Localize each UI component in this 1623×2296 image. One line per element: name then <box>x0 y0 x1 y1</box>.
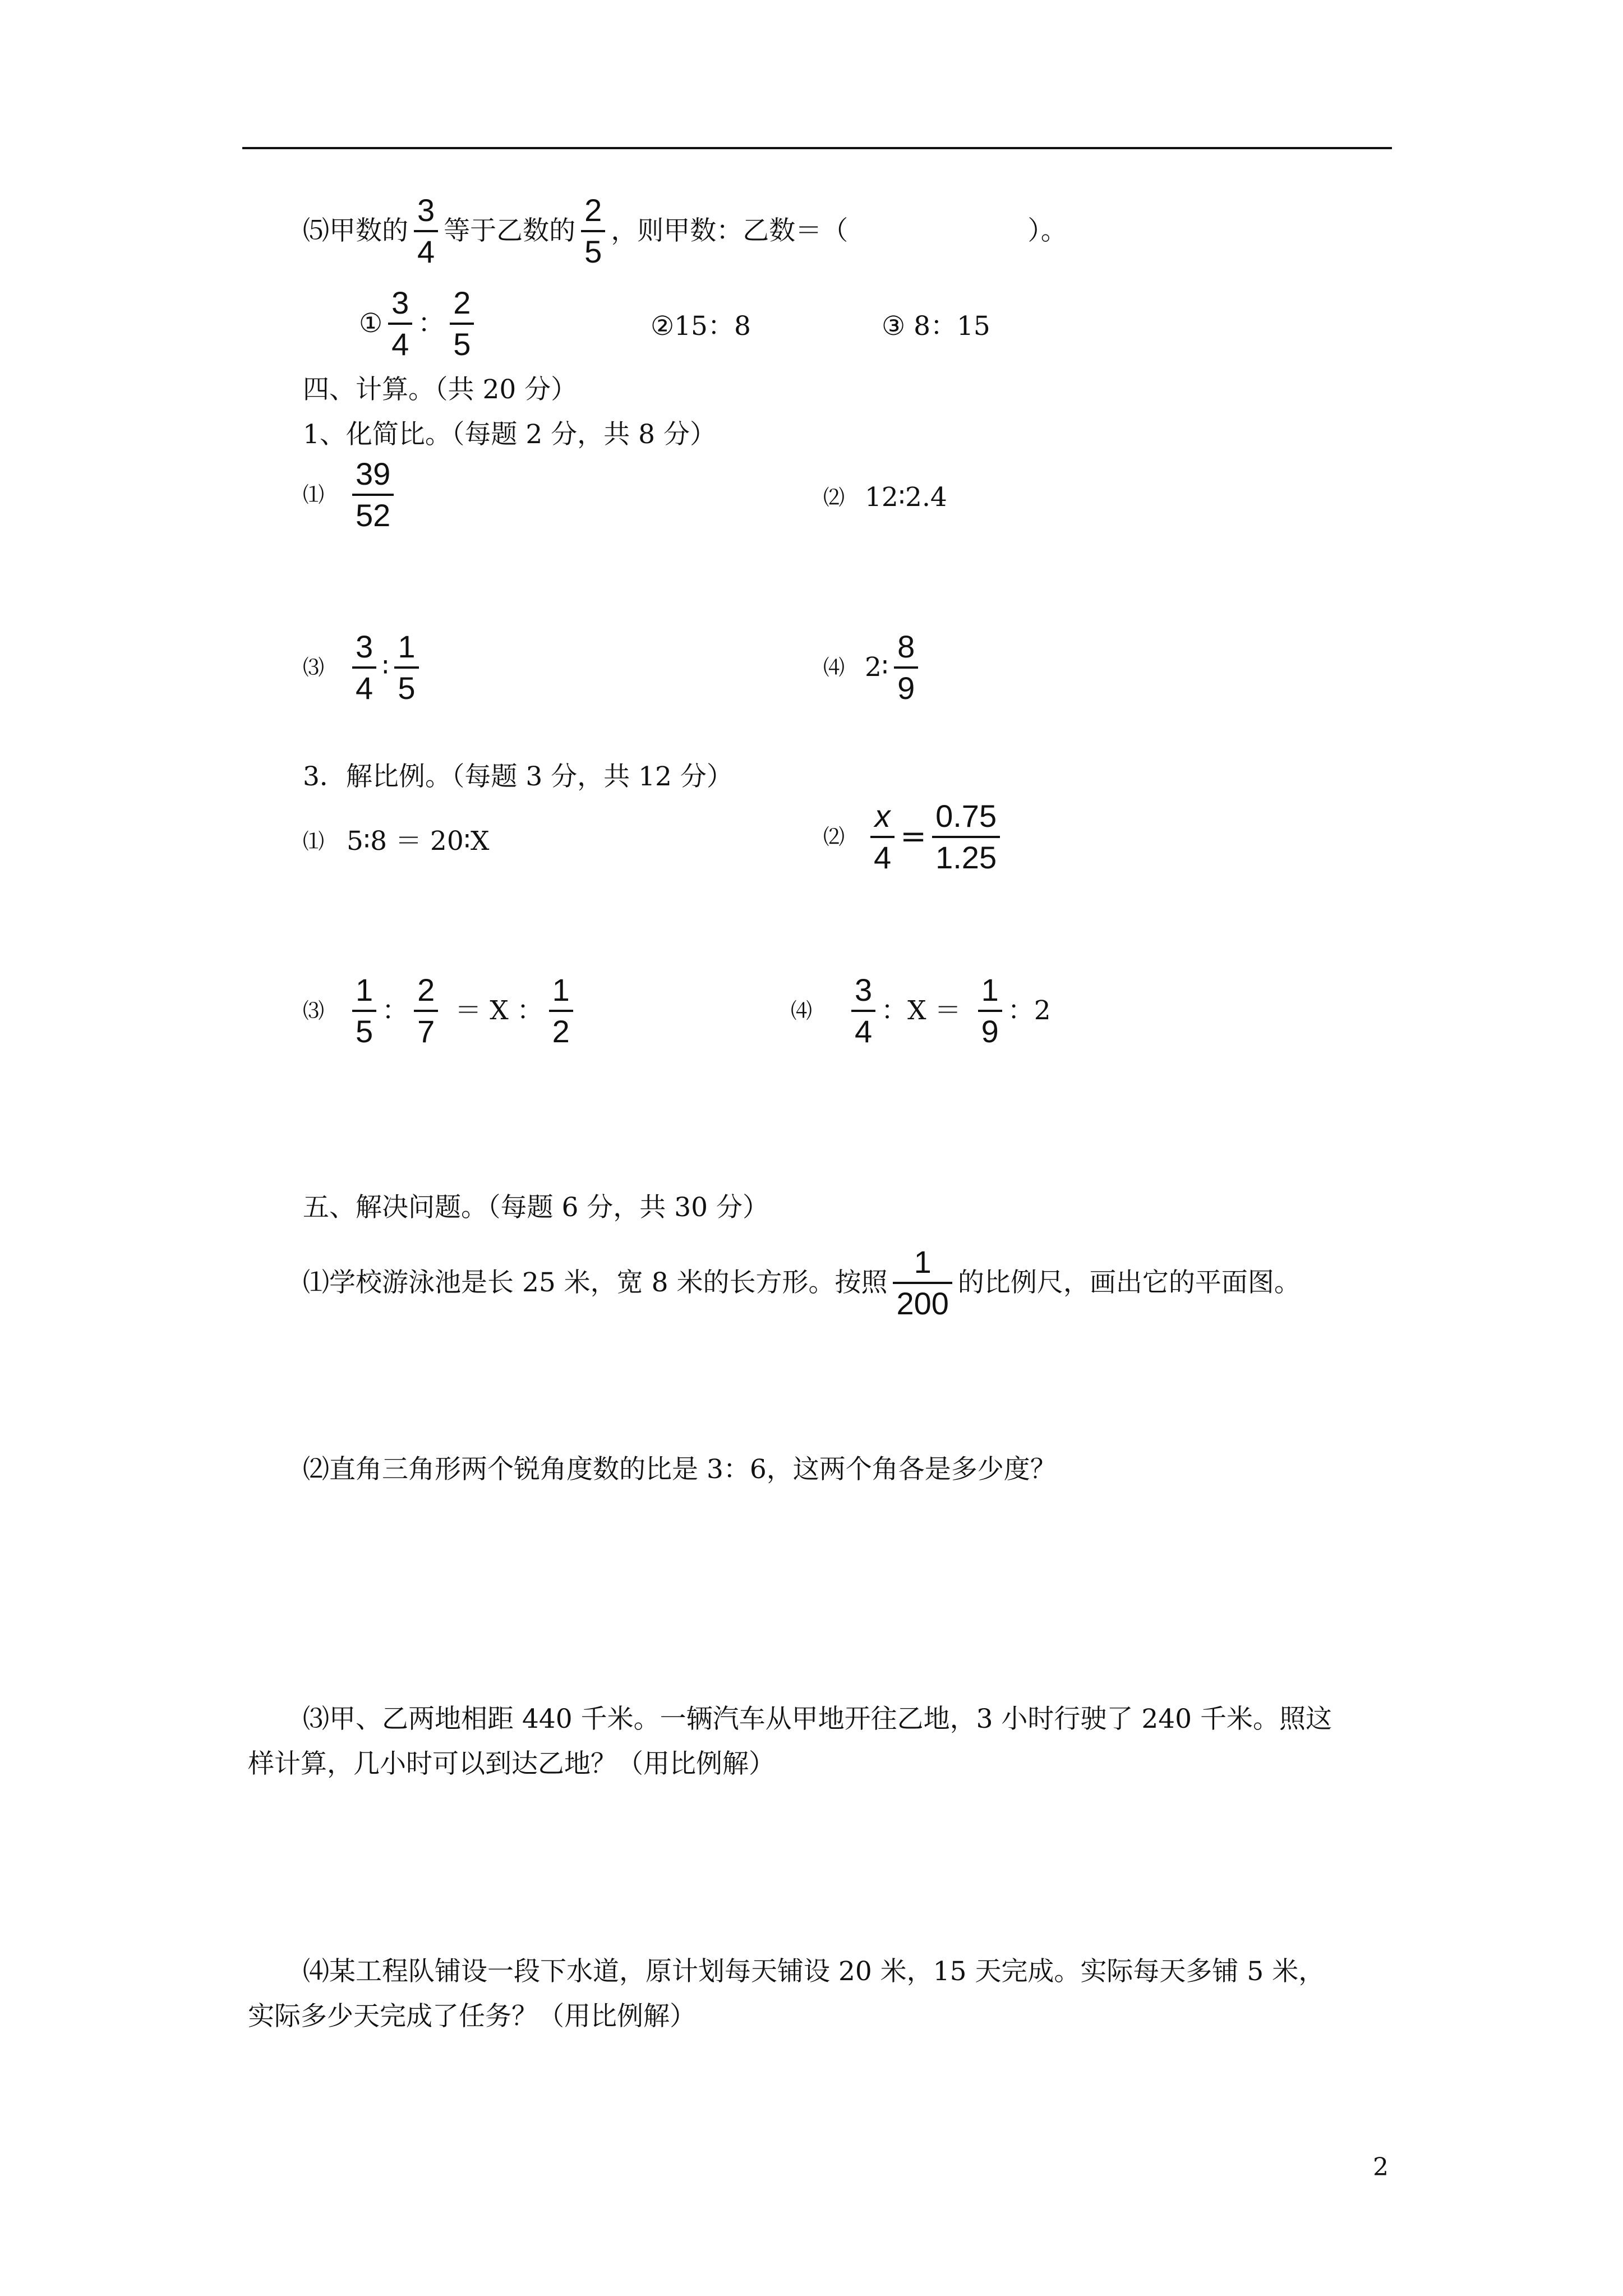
ratio-sign: ： <box>418 308 445 339</box>
numerator: 1 <box>981 972 999 1007</box>
numerator: 3 <box>356 629 374 664</box>
denominator: 2 <box>552 1014 570 1049</box>
numerator: x <box>874 798 891 834</box>
item-label: ⑴ <box>303 829 325 854</box>
option1-fraction-a <box>388 283 412 364</box>
q5-fraction-2 <box>581 191 605 272</box>
section-5-title: 五、解决问题。（每题 6 分，共 30 分） <box>303 1192 769 1223</box>
denominator: 5 <box>398 670 416 706</box>
denominator: 7 <box>417 1014 435 1049</box>
numerator: 8 <box>897 629 915 664</box>
problem1-text-2: 的比例尺，画出它的平面图。 <box>957 1267 1301 1298</box>
item4-fraction-b <box>978 970 1002 1051</box>
numerator: 2 <box>584 192 602 228</box>
question-5 <box>303 191 1067 272</box>
denominator: 200 <box>896 1286 949 1321</box>
item-label: ⑵ <box>823 485 845 510</box>
q5-text-4: ）。 <box>1027 215 1067 246</box>
numerator: 0.75 <box>935 798 997 834</box>
proportion-item-2 <box>823 797 1006 877</box>
q5-text-2: 等于乙数的 <box>444 215 576 246</box>
denominator: 4 <box>391 326 409 362</box>
denominator: 4 <box>356 670 374 706</box>
simplify-item-2 <box>823 481 947 514</box>
item-label: ⑴ <box>303 482 325 507</box>
denominator: 9 <box>897 670 915 706</box>
numerator: 2 <box>453 285 471 320</box>
numerator: 1 <box>356 972 374 1007</box>
subsection-1-title: 1、化简比。（每题 2 分，共 8 分） <box>303 419 716 450</box>
item-label: ⑷ <box>823 655 845 680</box>
simplify-item-4 <box>823 627 924 708</box>
ratio-sign: ： <box>382 995 409 1026</box>
item3-fraction-a <box>352 627 376 708</box>
item-label: ⑶ <box>303 999 325 1023</box>
simplify-item-3 <box>303 627 425 708</box>
item4-suffix: ：2 <box>1007 995 1051 1026</box>
page-number: 2 <box>1373 2153 1389 2182</box>
problem-4-line-2: 实际多少天完成了任务？（用比例解） <box>248 2001 696 2032</box>
item2-fraction-b <box>932 797 1000 877</box>
item2-expression: 12∶2.4 <box>865 482 947 513</box>
section-4-title: 四、计算。（共 20 分） <box>303 374 578 405</box>
denominator: 5 <box>584 234 602 269</box>
denominator: 5 <box>356 1014 374 1049</box>
item3-fraction-a <box>352 970 376 1051</box>
numerator: 3 <box>855 972 873 1007</box>
q5-text-3: ，则甲数：乙数＝（ <box>611 215 849 246</box>
denominator: 4 <box>417 234 435 269</box>
numerator: 1 <box>914 1244 932 1280</box>
denominator: 4 <box>855 1014 873 1049</box>
subsection-3-title: 3．解比例。（每题 3 分，共 12 分） <box>303 761 733 792</box>
q5-option-2: ②15：8 <box>651 311 751 342</box>
item4-fraction <box>894 627 918 708</box>
q5-fraction-1 <box>414 191 438 272</box>
numerator: 2 <box>417 972 435 1007</box>
problem-3-line-1: ⑶甲、乙两地相距 440 千米。一辆汽车从甲地开往乙地，3 小时行驶了 240 千米。照这 <box>303 1704 1332 1734</box>
q5-option-1 <box>359 283 479 364</box>
item4-middle: ：X ＝ <box>881 995 961 1026</box>
problem-4-line-1: ⑷某工程队铺设一段下水道，原计划每天铺设 20 米，15 天完成。实际每天多铺 5 米， <box>303 1956 1325 1987</box>
item3-fraction-c <box>549 970 573 1051</box>
item1-equation: 5∶8 ＝ 20∶X <box>347 826 490 857</box>
item3-fraction-b <box>394 627 418 708</box>
option1-fraction-b <box>450 283 474 364</box>
numerator: 1 <box>398 629 416 664</box>
denominator: 52 <box>356 498 391 533</box>
scale-fraction <box>893 1243 952 1323</box>
problem-3-line-2: 样计算，几小时可以到达乙地？（用比例解） <box>248 1749 775 1779</box>
header-rule <box>242 147 1392 149</box>
item-label: ⑷ <box>791 999 813 1023</box>
numerator: 3 <box>417 192 435 228</box>
problem-2: ⑵直角三角形两个锐角度数的比是 3：6，这两个角各是多少度？ <box>303 1454 1057 1485</box>
numerator: 3 <box>391 285 409 320</box>
simplify-item-1 <box>303 454 399 535</box>
equals-sign: = <box>900 818 927 855</box>
denominator: 9 <box>981 1014 999 1049</box>
denominator: 1.25 <box>935 840 997 875</box>
proportion-item-3 <box>303 970 579 1051</box>
item-label: ⑶ <box>303 655 325 680</box>
ratio-sign: ∶ <box>382 652 389 683</box>
problem-1 <box>303 1243 1301 1323</box>
item4-prefix: 2∶ <box>865 652 889 683</box>
numerator: 1 <box>552 972 570 1007</box>
problem1-text-1: ⑴学校游泳池是长 25 米，宽 8 米的长方形。按照 <box>303 1267 888 1298</box>
q5-option-3: ③ 8：15 <box>882 311 990 342</box>
denominator: 4 <box>874 840 892 875</box>
numerator: 39 <box>356 456 391 491</box>
proportion-item-1 <box>303 825 489 858</box>
denominator: 5 <box>453 326 471 362</box>
item1-fraction <box>352 454 394 535</box>
item3-middle: ＝ X ： <box>455 995 543 1026</box>
option-label: ① <box>359 308 383 339</box>
q5-text-1: ⑸甲数的 <box>303 215 408 246</box>
item-label: ⑵ <box>823 825 845 849</box>
item3-fraction-b <box>414 970 438 1051</box>
item4-fraction-a <box>851 970 875 1051</box>
item2-fraction-a <box>870 797 895 877</box>
proportion-item-4 <box>791 970 1051 1051</box>
